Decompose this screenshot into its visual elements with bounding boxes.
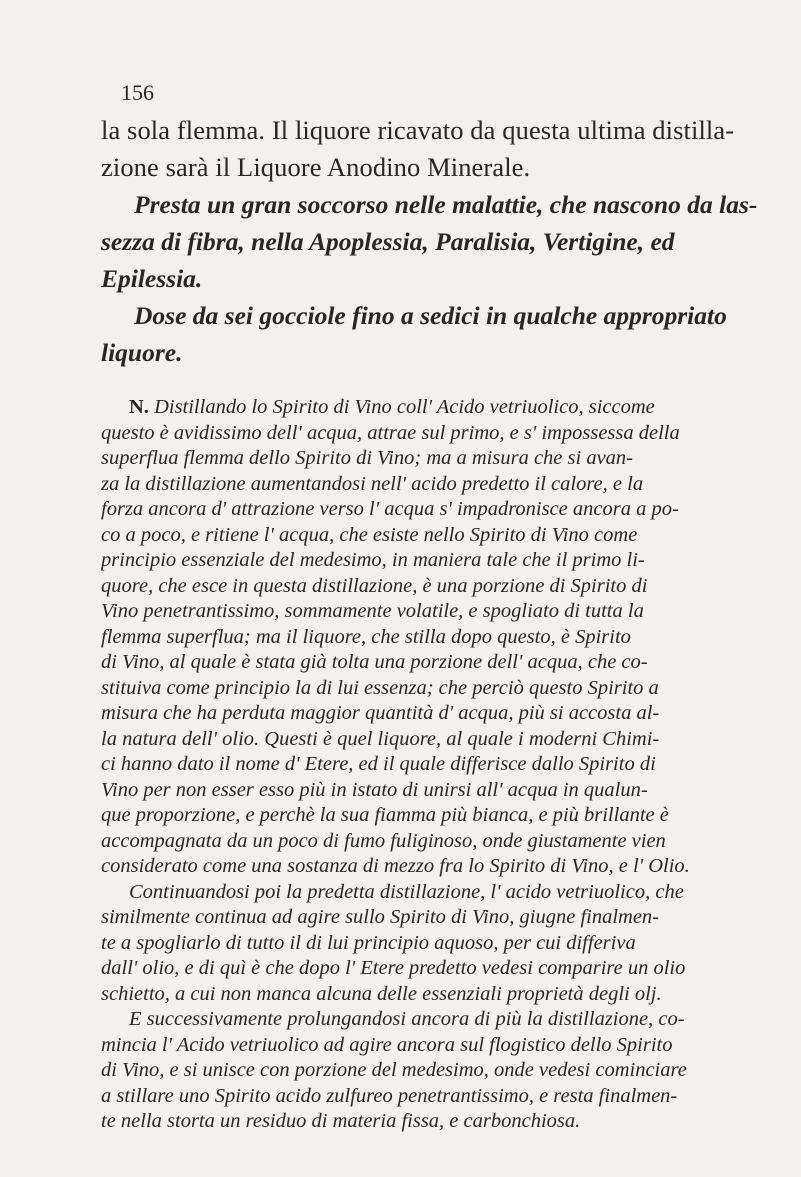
note-line: mincia l' Acido vetriuolico ad agire ancora sul flogistico dello Spirito [101,1033,673,1056]
note-line: schietto, a cui non manca alcuna delle essenziali proprietà degli olj. [101,982,662,1005]
note-line: misura che ha perduta maggior quantità d' acqua, più si accosta al- [101,702,660,724]
note-line: za la distillazione aumentandosi nell' acido predetto il calore, e la [101,472,644,495]
dose-line: liquore. [101,338,183,367]
spacer [101,371,791,395]
note-line: dall' olio, e di quì è che dopo l' Etere predetto vedesi comparire un olio [101,957,686,979]
note-label: N. [129,396,149,418]
note-line: flemma superflua; ma il liquore, che stilla dopo questo, è Spirito [101,625,631,648]
note-line: quore, che esce in questa distillazione, è una porzione di Spirito di [101,574,648,597]
virtues-line: sezza di fibra, nella Apoplessia, Paralisia, Vertigine, ed [101,227,675,256]
note-line: la natura dell' olio. Questi è quel liquore, al quale i moderni Chimi- [101,727,660,750]
note-line: te a spogliarlo di tutto il di lui principio aquoso, per cui differiva [101,931,636,954]
note-line: accompagnata da un poco di fumo fuliginoso, onde giustamente vien [101,829,666,852]
note-line: forza ancora d' attrazione verso l' acqua s' impadronisce ancora a po- [101,498,679,520]
note-line: similmente continua ad agire sullo Spirito di Vino, giugne finalmen- [101,906,660,928]
page-number: 156 [121,80,154,105]
note-first-line [101,395,791,421]
note-line: questo è avidissimo dell' acqua, attrae sul primo, e s' impossessa della [101,421,680,444]
note-line: Vino penetrantissimo, sommamente volatile, e spogliato di tutta la [101,600,644,622]
dose-line: Dose da sei gocciole fino a sedici in qualche appropriato [134,301,727,330]
note-line: considerato come una sostanza di mezzo fra lo Spirito di Vino, e l' Olio. [101,855,690,877]
note-line: stituiva come principio la di lui essenza; che perciò questo Spirito a [101,676,659,699]
virtues-line: Epilessia. [101,264,203,293]
note-paragraph-start: E successivamente prolungandosi ancora di più la distillazione, co- [129,1008,685,1030]
note-line: te nella storta un residuo di materia fissa, e carbonchiosa. [101,1110,581,1132]
note-line: que proporzione, e perchè la sua fiamma più bianca, e più brillante è [101,804,669,826]
note-line: principio essenziale del medesimo, in maniera tale che il primo li- [101,549,645,571]
note-line: di Vino, al quale è stata già tolta una porzione dell' acqua, che co- [101,651,648,673]
text-line: zione sarà il Liquore Anodino Minerale. [101,152,531,182]
note-line: superflua flemma dello Spirito di Vino; ma a misura che si avan- [101,447,633,469]
note-line: di Vino, e si unisce con porzione del medesimo, onde vedesi cominciare [101,1059,687,1081]
note-line: a stillare uno Spirito acido zulfureo penetrantissimo, e resta finalmen- [101,1084,678,1107]
note-text: Distillando lo Spirito di Vino coll' Acido vetriuolico, siccome [154,396,655,418]
text-block [101,112,791,1135]
virtues-line: Presta un gran soccorso nelle malattie, che nascono da las- [134,190,758,219]
note-line: Vino per non esser esso più in istato di unirsi all' acqua in qualun- [101,778,648,801]
note-paragraph-start: Continuandosi poi la predetta distillazione, l' acido vetriuolico, che [129,880,684,903]
note-line: co a poco, e ritiene l' acqua, che esiste nello Spirito di Vino come [101,523,638,546]
text-line: la sola flemma. Il liquore ricavato da questa ultima distilla- [101,115,735,145]
note-line: ci hanno dato il nome d' Etere, ed il quale differisce dallo Spirito di [101,753,656,775]
